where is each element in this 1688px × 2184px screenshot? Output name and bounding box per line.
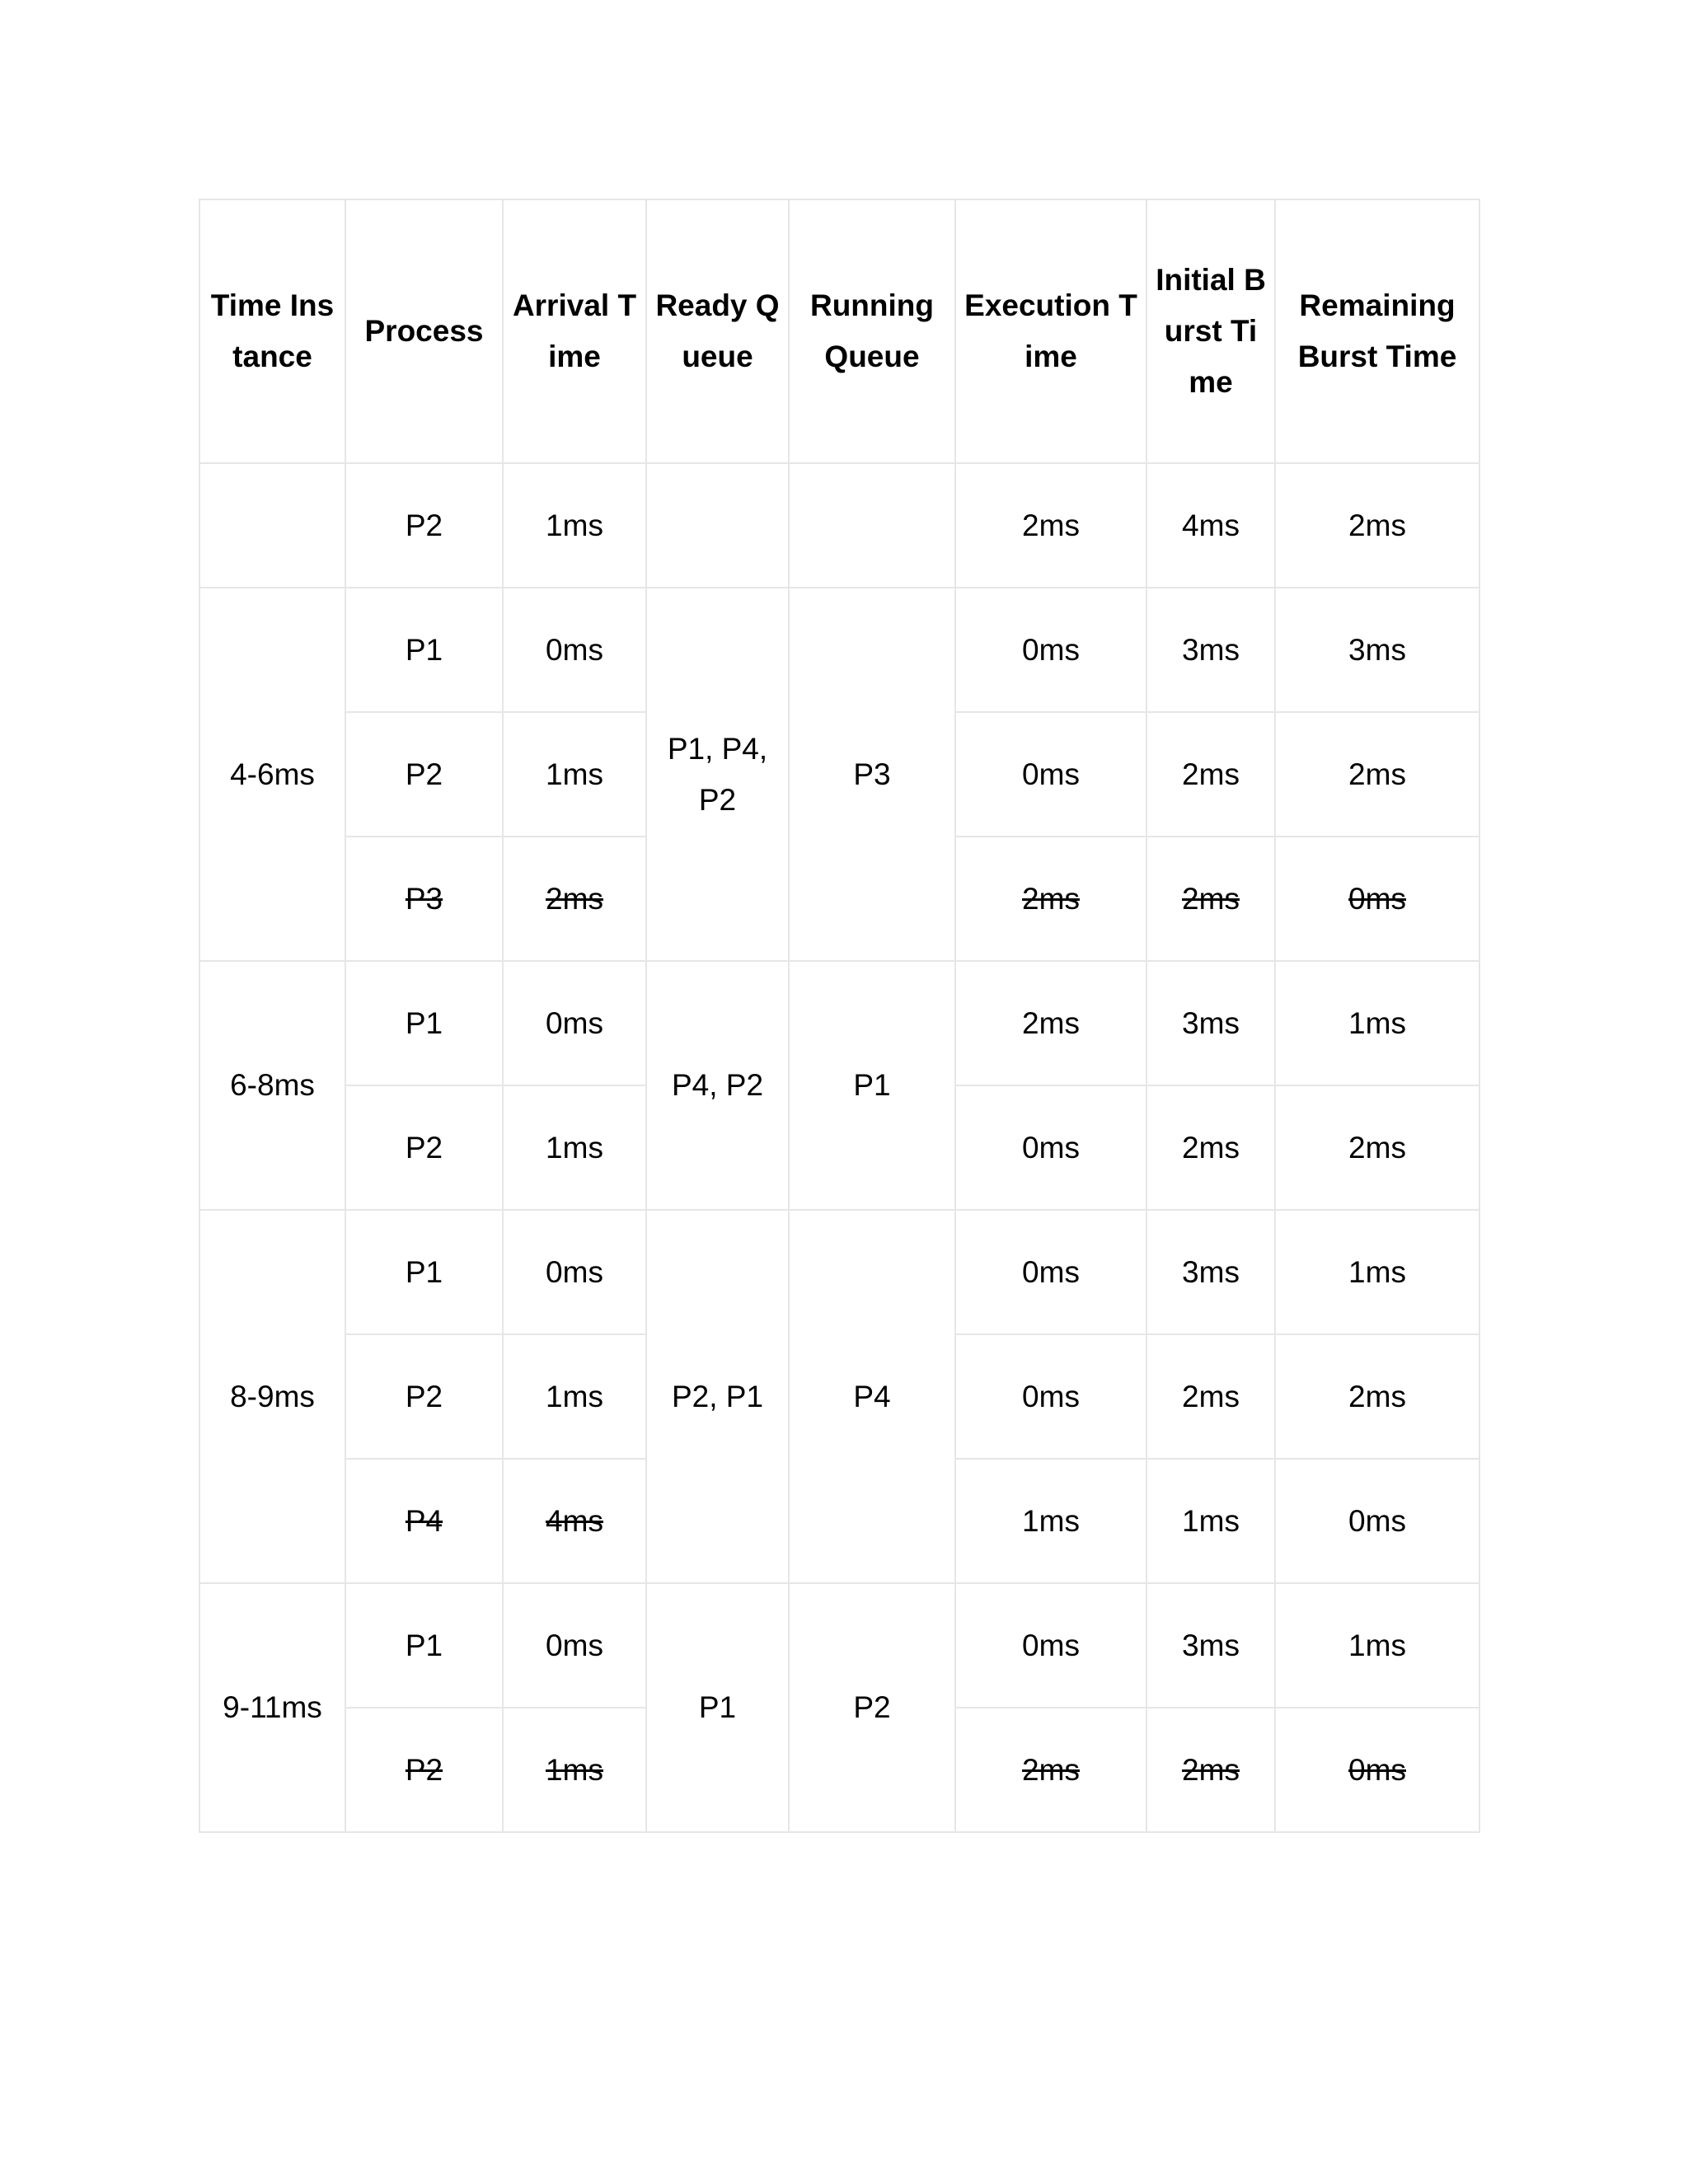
arrival-time-cell: 1ms: [503, 1085, 646, 1210]
table-row: [199, 1210, 1479, 1334]
arrival-time-cell: 2ms: [503, 837, 646, 961]
initial-burst-time-cell: 2ms: [1146, 1085, 1275, 1210]
remaining-burst-time-cell: 1ms: [1275, 961, 1479, 1085]
process-cell: P1: [345, 588, 503, 712]
remaining-burst-time-cell: 1ms: [1275, 1210, 1479, 1334]
initial-burst-time-cell: 3ms: [1146, 1210, 1275, 1334]
ready-queue-cell: P1: [646, 1583, 789, 1832]
remaining-burst-time-cell: 1ms: [1275, 1583, 1479, 1708]
process-cell: P1: [345, 1210, 503, 1334]
scheduling-table: [199, 199, 1480, 1833]
initial-burst-time-cell: 2ms: [1146, 1708, 1275, 1832]
time-instance-cell: [199, 463, 345, 588]
initial-burst-time-cell: 2ms: [1146, 837, 1275, 961]
arrival-time-cell: 0ms: [503, 961, 646, 1085]
execution-time-cell: 2ms: [955, 961, 1146, 1085]
ready-queue-cell: P1, P4, P2: [646, 588, 789, 961]
arrival-time-cell: 1ms: [503, 712, 646, 837]
initial-burst-time-cell: 4ms: [1146, 463, 1275, 588]
initial-burst-time-cell: 3ms: [1146, 961, 1275, 1085]
process-cell: P2: [345, 1334, 503, 1459]
arrival-time-cell: 1ms: [503, 1334, 646, 1459]
time-instance-cell: 8-9ms: [199, 1210, 345, 1583]
remaining-burst-time-cell: 0ms: [1275, 1708, 1479, 1832]
process-cell: P2: [345, 1708, 503, 1832]
header-execution-time: Execution Time: [955, 199, 1146, 463]
execution-time-cell: 2ms: [955, 463, 1146, 588]
execution-time-cell: 0ms: [955, 1085, 1146, 1210]
execution-time-cell: 0ms: [955, 1210, 1146, 1334]
execution-time-cell: 0ms: [955, 1334, 1146, 1459]
header-ready-queue: Ready Queue: [646, 199, 789, 463]
running-queue-cell: [789, 463, 955, 588]
process-cell: P2: [345, 712, 503, 837]
initial-burst-time-cell: 2ms: [1146, 712, 1275, 837]
execution-time-cell: 2ms: [955, 1708, 1146, 1832]
remaining-burst-time-cell: 3ms: [1275, 588, 1479, 712]
header-time-instance: Time Instance: [199, 199, 345, 463]
process-cell: P3: [345, 837, 503, 961]
execution-time-cell: 0ms: [955, 588, 1146, 712]
remaining-burst-time-cell: 0ms: [1275, 1459, 1479, 1583]
arrival-time-cell: 1ms: [503, 1708, 646, 1832]
remaining-burst-time-cell: 2ms: [1275, 1085, 1479, 1210]
remaining-burst-time-cell: 2ms: [1275, 712, 1479, 837]
ready-queue-cell: [646, 463, 789, 588]
remaining-burst-time-cell: 2ms: [1275, 463, 1479, 588]
ready-queue-cell: P2, P1: [646, 1210, 789, 1583]
header-process: Process: [345, 199, 503, 463]
arrival-time-cell: 0ms: [503, 588, 646, 712]
process-cell: P1: [345, 1583, 503, 1708]
process-cell: P2: [345, 1085, 503, 1210]
table-row: [199, 588, 1479, 712]
remaining-burst-time-cell: 2ms: [1275, 1334, 1479, 1459]
execution-time-cell: 0ms: [955, 1583, 1146, 1708]
running-queue-cell: P4: [789, 1210, 955, 1583]
header-running-queue: Running Queue: [789, 199, 955, 463]
execution-time-cell: 2ms: [955, 837, 1146, 961]
arrival-time-cell: 4ms: [503, 1459, 646, 1583]
running-queue-cell: P1: [789, 961, 955, 1210]
arrival-time-cell: 1ms: [503, 463, 646, 588]
ready-queue-cell: P4, P2: [646, 961, 789, 1210]
execution-time-cell: 1ms: [955, 1459, 1146, 1583]
time-instance-cell: 4-6ms: [199, 588, 345, 961]
table-row: [199, 1583, 1479, 1708]
process-cell: P4: [345, 1459, 503, 1583]
table-row: [199, 961, 1479, 1085]
process-cell: P1: [345, 961, 503, 1085]
time-instance-cell: 9-11ms: [199, 1583, 345, 1832]
initial-burst-time-cell: 2ms: [1146, 1334, 1275, 1459]
initial-burst-time-cell: 3ms: [1146, 1583, 1275, 1708]
running-queue-cell: P3: [789, 588, 955, 961]
time-instance-cell: 6-8ms: [199, 961, 345, 1210]
initial-burst-time-cell: 3ms: [1146, 588, 1275, 712]
arrival-time-cell: 0ms: [503, 1583, 646, 1708]
arrival-time-cell: 0ms: [503, 1210, 646, 1334]
remaining-burst-time-cell: 0ms: [1275, 837, 1479, 961]
header-initial-burst-time: Initial Burst Time: [1146, 199, 1275, 463]
initial-burst-time-cell: 1ms: [1146, 1459, 1275, 1583]
running-queue-cell: P2: [789, 1583, 955, 1832]
header-remaining-burst-time: Remaining Burst Time: [1275, 199, 1479, 463]
header-arrival-time: Arrival Time: [503, 199, 646, 463]
table-row: [199, 463, 1479, 588]
process-cell: P2: [345, 463, 503, 588]
header-row: [199, 199, 1479, 463]
execution-time-cell: 0ms: [955, 712, 1146, 837]
